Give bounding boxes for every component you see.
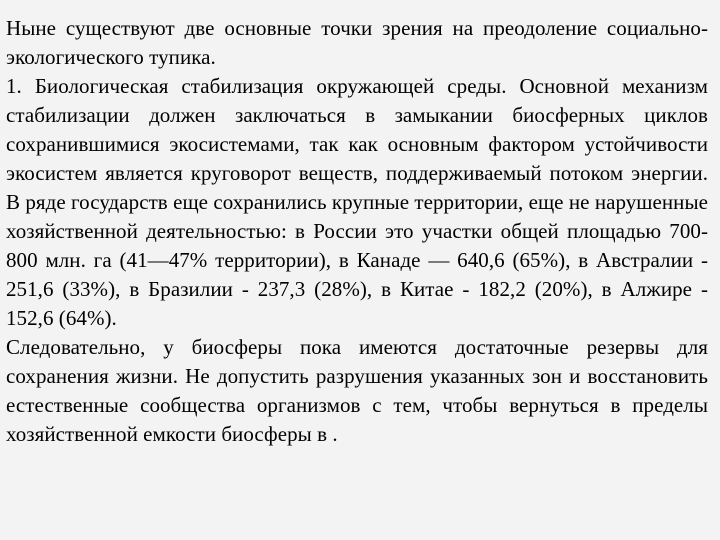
biological-stabilization-paragraph: 1. Биологическая стабилизация окружающей среды. Основной механизм стабилизации должен заключаться в замыкании биосферных циклов сохранившимися экосистемами, так как основным фактором устойчивости экосистем является круговорот веществ, поддерживаемый потоком энергии. В ряде государств еще сохранились крупные территории, еще не нарушенные хозяйственной деятельностью: в России это участки общей площадью 700-800 млн. га (41—47% территории), в Канаде — 640,6 (65%), в Австралии - 251,6 (33%), в Бразилии - 237,3 (28%), в Китае - 182,2 (20%), в Алжире - 152,6 (64%). [6,74,708,330]
intro-paragraph: Ныне существуют две основные точки зрения на преодоление социально-экологического тупика. [6,16,708,69]
conclusion-paragraph: Следовательно, у биосферы пока имеются достаточные резервы для сохранения жизни. Не допустить разрушения указанных зон и восстановить естественные сообщества организмов с тем, чтобы вернуться в пределы хозяйственной емкости биосферы в . [6,335,708,446]
slide-text-body [6,14,708,449]
